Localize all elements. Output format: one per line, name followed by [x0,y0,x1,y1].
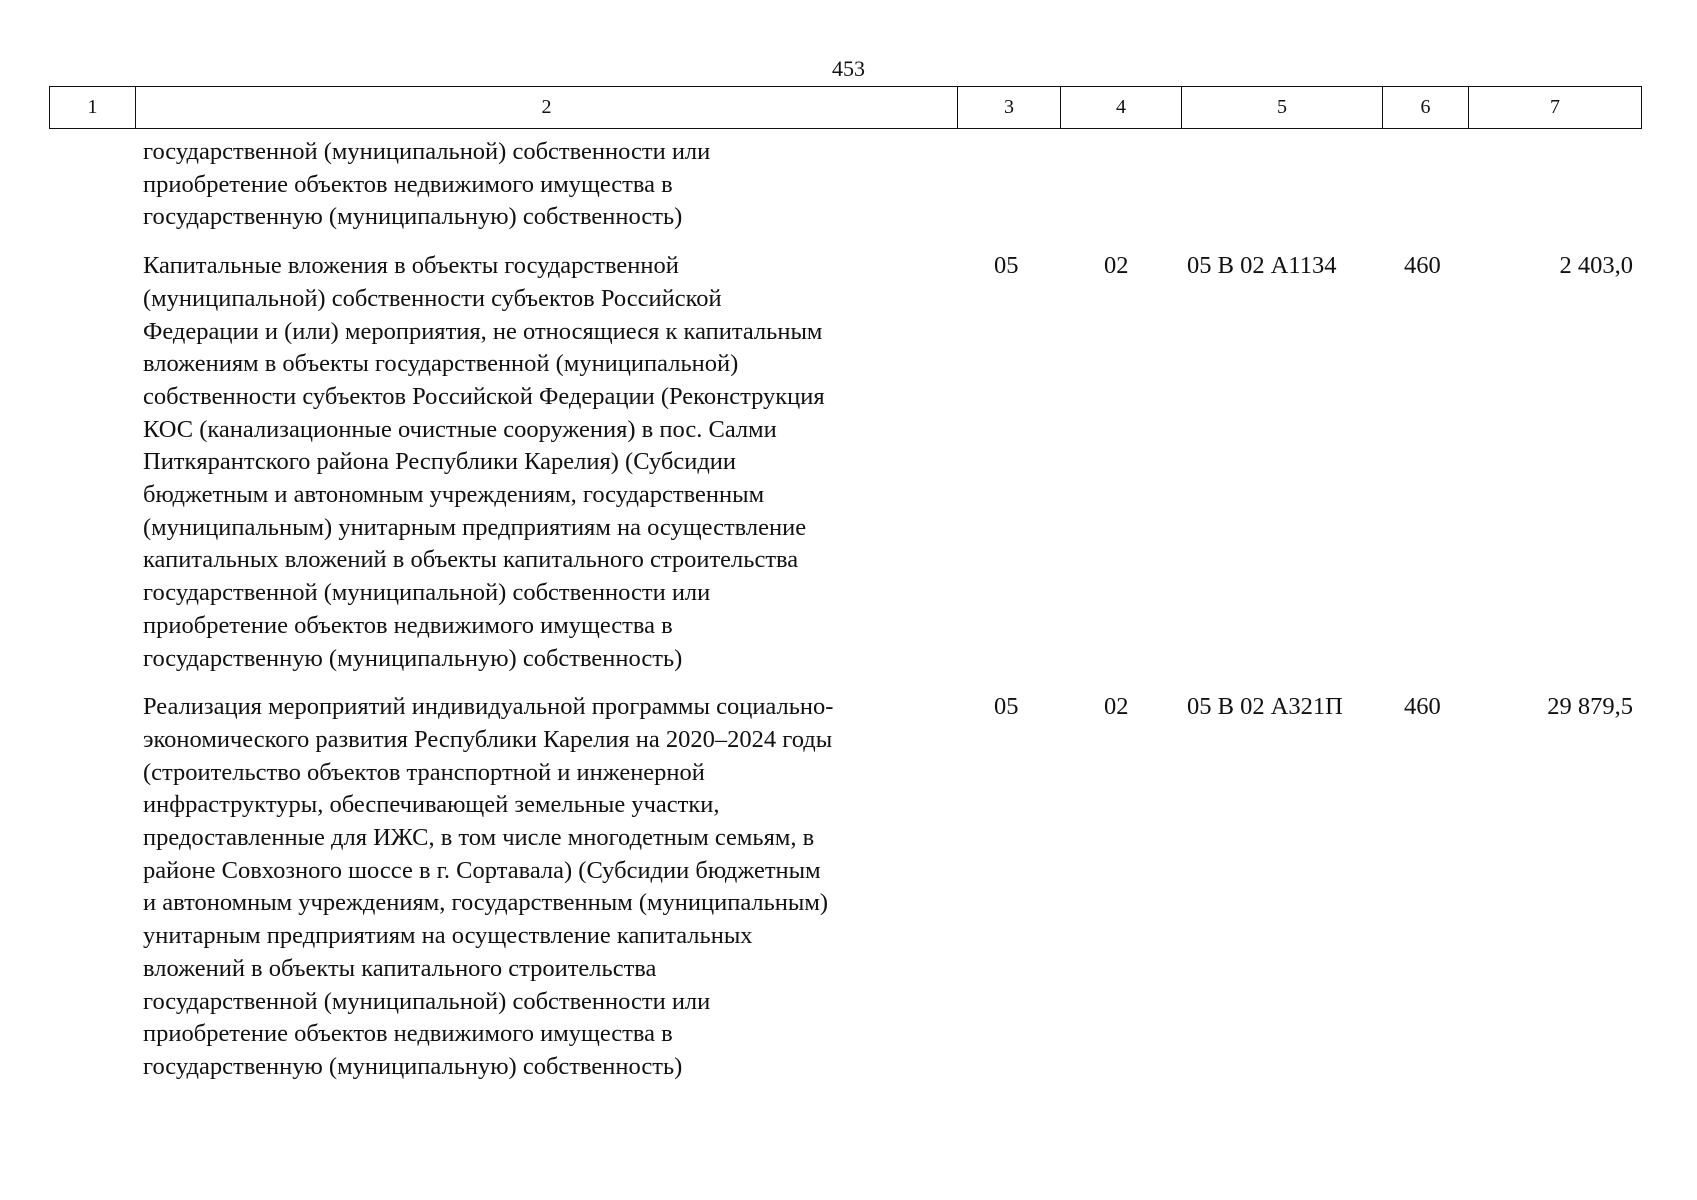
description-line: районе Совхозного шоссе в г. Сортавала) (Субсидии бюджетным [143,856,821,884]
description-line: государственной (муниципальной) собственности или [143,579,711,607]
subsection-code: 02 [1104,252,1129,280]
section-code: 05 [994,252,1019,280]
column-number-7: 7 [1469,87,1642,129]
target-article-code: 05 В 02 А321П [1187,693,1343,721]
description-line: собственности субъектов Российской Федерации (Реконструкция [143,382,825,410]
description-line: инфраструктуры, обеспечивающей земельные участки, [143,791,720,819]
section-code: 05 [994,693,1019,721]
column-header-table [49,86,1642,129]
description-line: (муниципальным) унитарным предприятиям на осуществление [143,513,807,541]
description-line: капитальных вложений в объекты капитального строительства [143,546,799,574]
description-line: (строительство объектов транспортной и инженерной [143,758,705,786]
description-line: приобретение объектов недвижимого имущества в [143,170,673,198]
description-line: государственную (муниципальную) собственность) [143,1052,683,1080]
description-line: приобретение объектов недвижимого имущества в [143,1020,673,1048]
row-description [143,250,1003,675]
description-line: государственную (муниципальную) собственность) [143,203,683,231]
description-line: бюджетным и автономным учреждениям, государственным [143,481,765,509]
description-line: Федерации и (или) мероприятия, не относящиеся к капитальным [143,317,823,345]
table-row [49,250,1641,675]
column-number-3: 3 [958,87,1061,129]
description-line: государственной (муниципальной) собственности или [143,138,711,165]
description-line: КОС (канализационные очистные сооружения) в пос. Салми [143,415,777,443]
column-number-6: 6 [1383,87,1469,129]
expense-type-code: 460 [1404,693,1441,721]
expense-type-code: 460 [1404,252,1441,280]
page-number: 453 [832,56,865,81]
column-number-2: 2 [136,87,958,129]
amount-value: 29 879,5 [1547,693,1633,721]
column-number-4: 4 [1061,87,1182,129]
target-article-code: 05 В 02 А1134 [1187,252,1337,280]
description-line: государственную (муниципальную) собственность) [143,644,683,672]
description-line: (муниципальной) собственности субъектов Российской [143,284,722,312]
description-line: Капитальные вложения в объекты государственной [143,252,679,280]
amount-value: 2 403,0 [1559,252,1633,280]
row-description [143,136,1003,234]
subsection-code: 02 [1104,693,1129,721]
column-number-1: 1 [50,87,136,129]
column-header-row [50,87,1642,129]
description-line: вложений в объекты капитального строительства [143,954,657,982]
column-number-5: 5 [1182,87,1383,129]
description-line: унитарным предприятиям на осуществление капитальных [143,922,753,950]
description-line: Реализация мероприятий индивидуальной программы социально- [143,693,834,721]
description-line: и автономным учреждениям, государственным (муниципальным) [143,889,829,917]
table-row [49,136,1641,234]
description-line: вложениям в объекты государственной (муниципальной) [143,350,739,378]
table-body [49,136,1641,1084]
description-line: экономического развития Республики Карелия на 2020–2024 годы [143,725,833,753]
row-description [143,691,1003,1083]
description-line: предоставленные для ИЖС, в том числе многодетным семьям, в [143,824,815,852]
description-line: Питкярантского района Республики Карелия) (Субсидии [143,448,737,476]
table-row [49,691,1641,1083]
description-line: государственной (муниципальной) собственности или [143,987,711,1015]
description-line: приобретение объектов недвижимого имущества в [143,611,673,639]
